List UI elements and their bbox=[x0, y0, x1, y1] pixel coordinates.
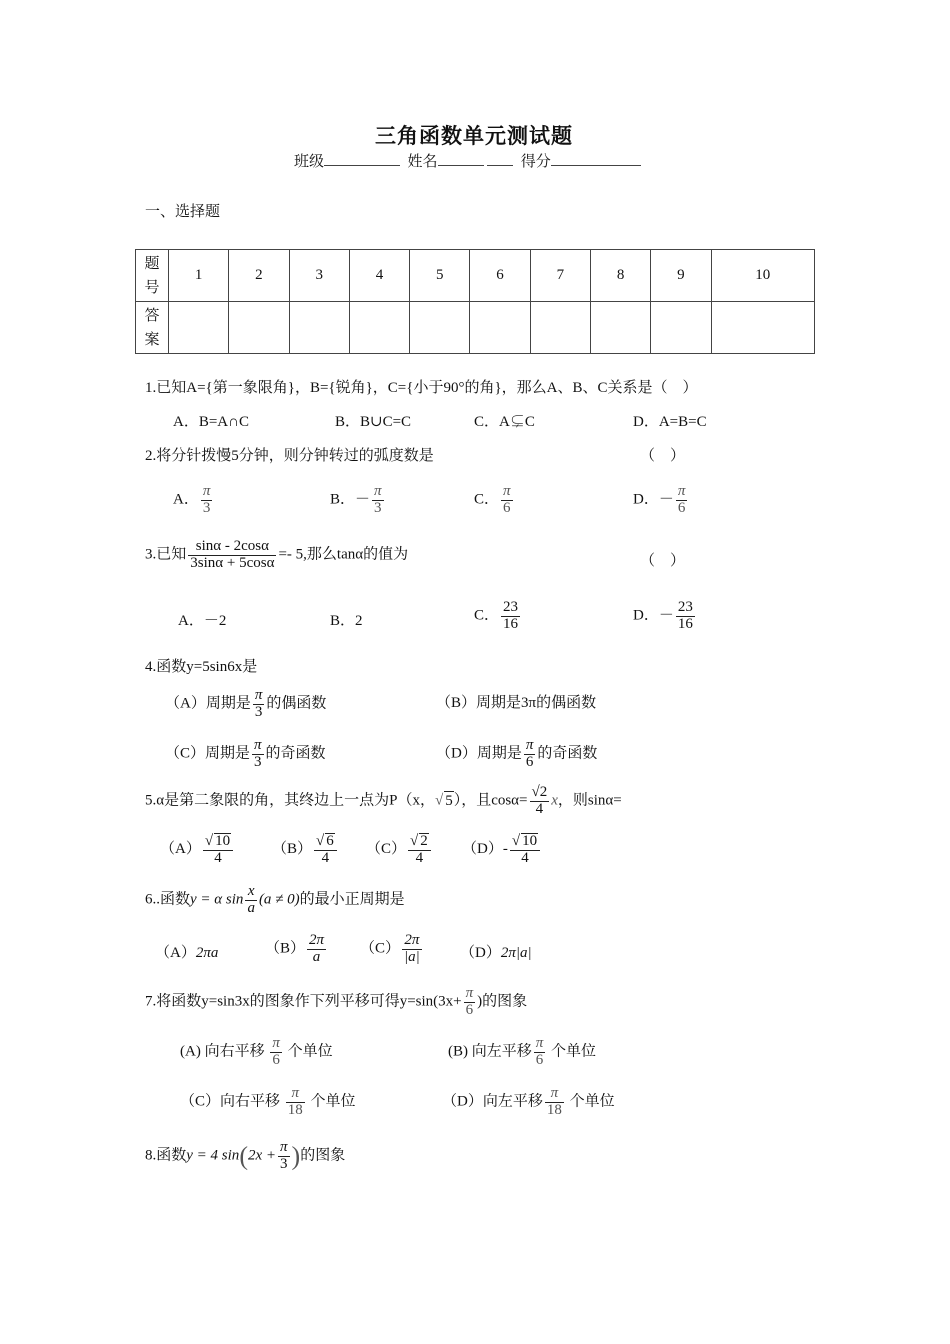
q7-option-d[interactable]: （D）向左平移 $\frac{\pi}{18}$ 个单位 bbox=[442, 1085, 615, 1118]
q4-option-c[interactable]: （C）周期是 $\frac{\pi}{3}$ 的奇函数 bbox=[165, 737, 326, 770]
number-cell: 3 bbox=[289, 250, 349, 302]
q5-option-c[interactable]: （C） $\frac{√ 2}{4}$ bbox=[366, 833, 433, 867]
q3-option-a[interactable]: A．－2 bbox=[178, 613, 227, 629]
section-heading: 一、选择题 bbox=[145, 204, 221, 220]
q3-stem: 3.已知 $\frac{\sin\alpha - 2\cos\alpha}{3\sin\alpha + 5\cos\alpha}$ =- 5,那么tanα的值为 bbox=[145, 538, 409, 571]
q2-option-c[interactable]: C． $\frac{\pi}{6}$ bbox=[474, 483, 511, 516]
answer-cell[interactable] bbox=[711, 302, 814, 354]
name-label: 姓名 bbox=[407, 154, 438, 170]
q6-option-d[interactable]: （D）2π|a| bbox=[460, 945, 532, 961]
number-row bbox=[136, 250, 815, 302]
q2-option-d[interactable]: D．－ $\frac{\pi}{6}$ bbox=[633, 483, 686, 516]
number-cell: 7 bbox=[530, 250, 590, 302]
q6-option-c[interactable]: （C） $\frac{2\pi}{|a|}$ bbox=[360, 932, 420, 965]
q4-option-b[interactable]: （B）周期是3π的偶函数 bbox=[436, 695, 597, 711]
q1-option-b[interactable]: B．B∪C=C bbox=[335, 414, 412, 430]
q8-stem: 8.函数y = 4 sin(2x + $\frac{\pi}{3}$ )的图象 bbox=[145, 1139, 346, 1172]
name-blank-extra bbox=[487, 153, 513, 166]
q4-option-d[interactable]: （D）周期是 $\frac{\pi}{6}$ 的奇函数 bbox=[436, 737, 598, 770]
q3-option-c[interactable]: C． $\frac{23}{16}$ bbox=[474, 599, 519, 632]
q5-stem: 5.α是第二象限的角，其终边上一点为P（x，√ 5），且cosα= $\frac{√2}{4}$ x，则sinα= bbox=[145, 784, 622, 817]
q5-option-b[interactable]: （B） $\frac{√ 6}{4}$ bbox=[272, 833, 339, 867]
q7-stem: 7.将函数y=sin3x的图象作下列平移可得y=sin(3x+ $\frac{\pi}{6}$ )的图象 bbox=[145, 985, 528, 1018]
name-blank[interactable] bbox=[438, 153, 484, 166]
class-blank[interactable] bbox=[324, 153, 400, 166]
number-cell: 2 bbox=[229, 250, 289, 302]
answer-cell[interactable] bbox=[349, 302, 409, 354]
q1-option-d[interactable]: D．A=B=C bbox=[633, 414, 707, 430]
answer-cell[interactable] bbox=[289, 302, 349, 354]
class-label: 班级 bbox=[294, 154, 325, 170]
q5-option-d[interactable]: （D）- $\frac{√ 10}{4}$ bbox=[462, 833, 542, 867]
number-cell: 1 bbox=[169, 250, 229, 302]
q3-option-d[interactable]: D．－ $\frac{23}{16}$ bbox=[633, 599, 693, 632]
q2-option-a[interactable]: A． $\frac{\pi}{3}$ bbox=[173, 483, 211, 516]
number-cell: 9 bbox=[651, 250, 711, 302]
q1-option-a[interactable]: A．B=A∩C bbox=[173, 414, 249, 430]
answer-table bbox=[135, 249, 815, 354]
q7-option-b[interactable]: (B) 向左平移 $\frac{\pi}{6}$ 个单位 bbox=[448, 1035, 597, 1068]
q1-option-c[interactable]: C．A⊊C bbox=[474, 414, 535, 430]
answer-cell[interactable] bbox=[530, 302, 590, 354]
number-cell: 4 bbox=[349, 250, 409, 302]
q1-stem: 1.已知A={第一象限角}，B={锐角}，C={小于90°的角}，那么A、B、C关系是（ ） bbox=[145, 380, 698, 396]
number-cell: 8 bbox=[590, 250, 650, 302]
q2-stem: 2.将分针拨慢5分钟，则分钟转过的弧度数是 bbox=[145, 448, 434, 464]
q7-option-c[interactable]: （C）向右平移 $\frac{\pi}{18}$ 个单位 bbox=[180, 1085, 356, 1118]
q6-option-b[interactable]: （B） $\frac{2\pi}{a}$ bbox=[265, 932, 325, 965]
number-cell: 6 bbox=[470, 250, 530, 302]
number-cell: 5 bbox=[410, 250, 470, 302]
q3-option-b[interactable]: B．2 bbox=[330, 613, 363, 629]
row-head-answer: 答 案 bbox=[136, 302, 169, 354]
answer-cell[interactable] bbox=[470, 302, 530, 354]
answer-cell[interactable] bbox=[169, 302, 229, 354]
q6-option-a[interactable]: （A）2πa bbox=[155, 945, 219, 961]
sqrt-5: 5 bbox=[445, 792, 453, 809]
q2-paren: （ ） bbox=[640, 448, 686, 464]
answer-cell[interactable] bbox=[590, 302, 650, 354]
q5-option-a[interactable]: （A） $\frac{√ 10}{4}$ bbox=[160, 833, 235, 867]
score-label: 得分 bbox=[520, 154, 551, 170]
q2-option-b[interactable]: B．－ $\frac{\pi}{3}$ bbox=[330, 483, 382, 516]
header-fields bbox=[294, 153, 641, 171]
row-head-number: 题 号 bbox=[136, 250, 169, 302]
answer-cell[interactable] bbox=[410, 302, 470, 354]
answer-cell[interactable] bbox=[651, 302, 711, 354]
q7-option-a[interactable]: (A) 向右平移 $\frac{\pi}{6}$ 个单位 bbox=[180, 1035, 333, 1068]
q3-paren: （ ） bbox=[640, 553, 686, 569]
page-title: 三角函数单元测试题 bbox=[375, 124, 573, 148]
number-cell: 10 bbox=[711, 250, 814, 302]
q4-option-a[interactable]: （A）周期是 $\frac{\pi}{3}$ 的偶函数 bbox=[165, 687, 327, 720]
answer-cell[interactable] bbox=[229, 302, 289, 354]
answer-row bbox=[136, 302, 815, 354]
score-blank[interactable] bbox=[551, 153, 641, 166]
q4-stem: 4.函数y=5sin6x是 bbox=[145, 659, 258, 675]
q6-stem: 6..函数y = α sin $\frac{x}{a}$ (a ≠ 0)的最小正周期是 bbox=[145, 883, 405, 916]
